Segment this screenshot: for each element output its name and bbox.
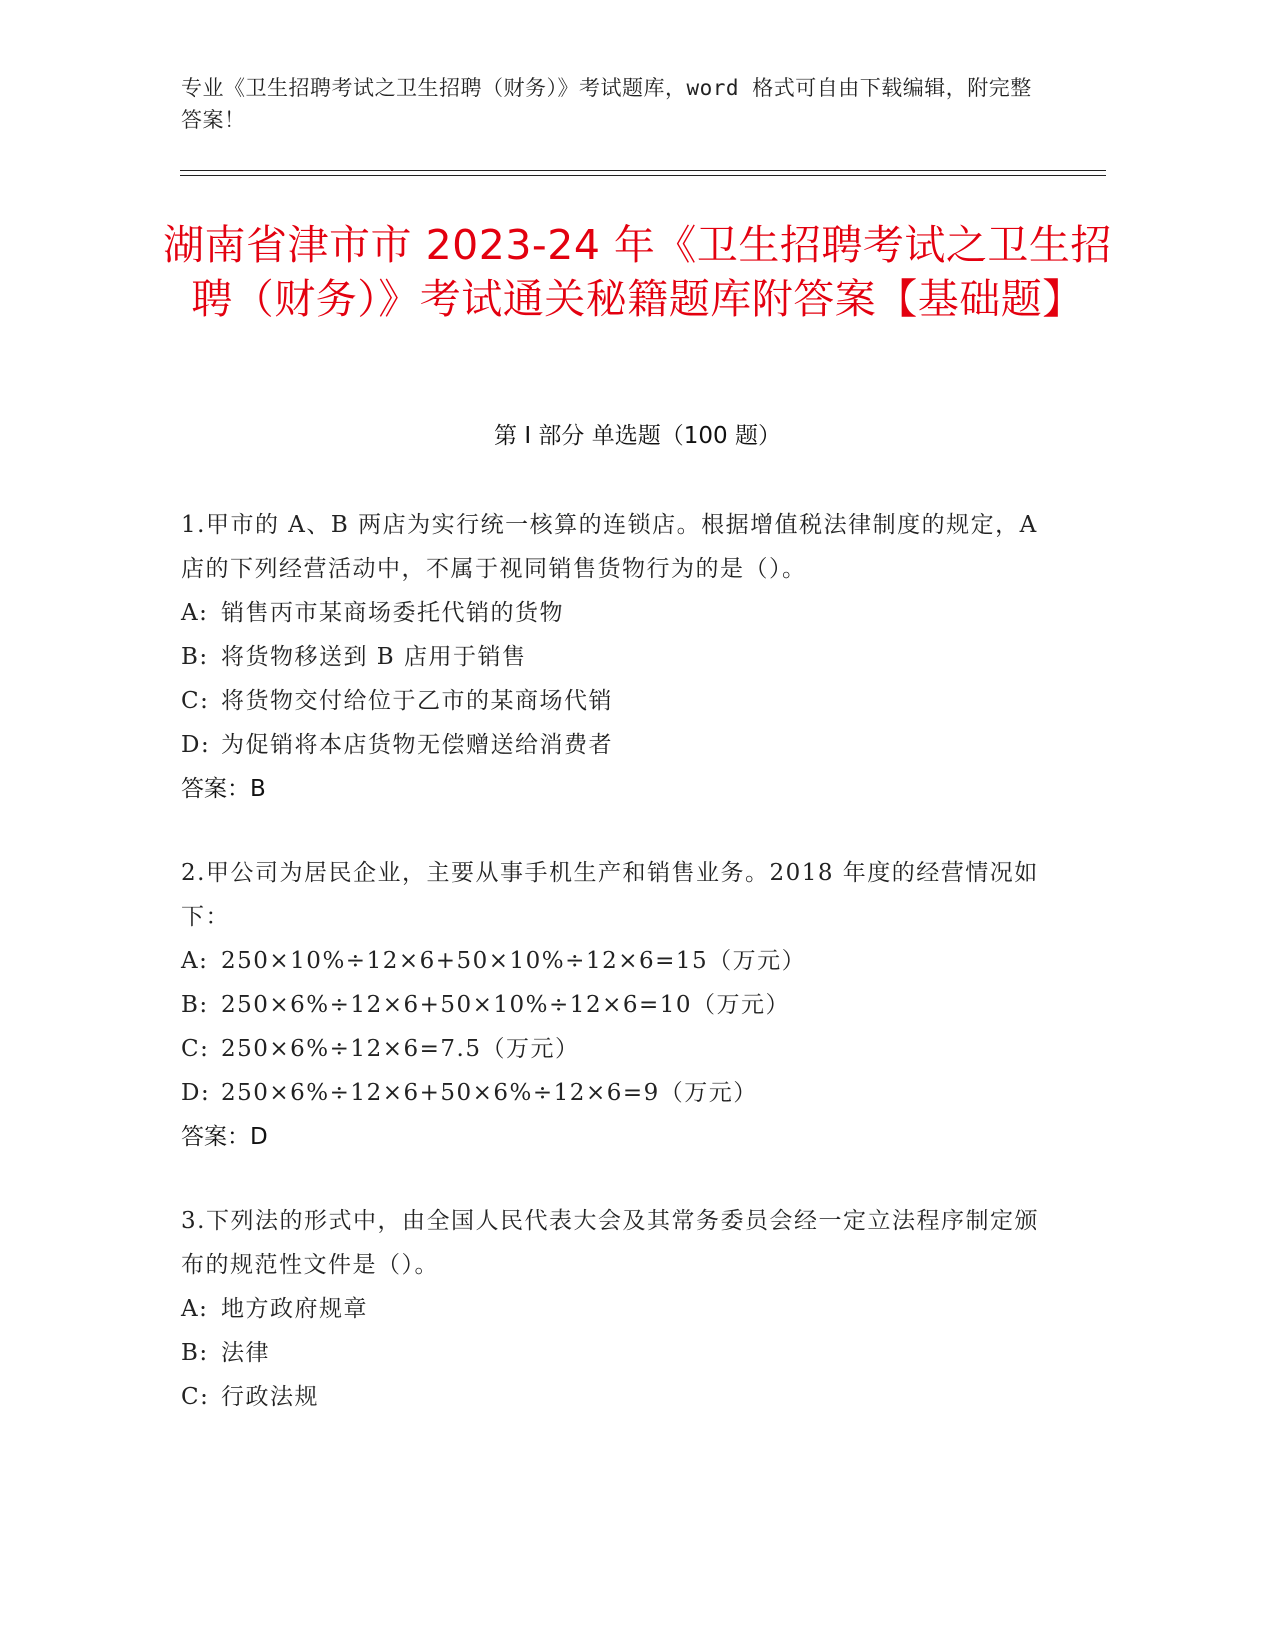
- option-key: A:: [181, 1296, 209, 1322]
- option-c: [181, 679, 1051, 723]
- header-divider-bottom: [180, 175, 1106, 176]
- option-d: [181, 1071, 1051, 1115]
- option-key: A:: [181, 948, 209, 974]
- option-key: D:: [181, 1080, 211, 1106]
- question-3: [181, 1199, 1051, 1419]
- option-text: 销售丙市某商场委托代销的货物: [221, 600, 564, 626]
- option-b: [181, 1331, 1051, 1375]
- option-text: 将货物交付给位于乙市的某商场代销: [221, 688, 613, 714]
- option-a: [181, 591, 1051, 635]
- option-key: B:: [181, 992, 209, 1018]
- option-c: [181, 1027, 1051, 1071]
- answer-line: 答案：D: [181, 1124, 268, 1150]
- option-a: [181, 1287, 1051, 1331]
- option-text: 250×10%÷12×6+50×10%÷12×6=15（万元）: [221, 948, 807, 974]
- option-d: [181, 723, 1051, 767]
- option-key: C:: [181, 1036, 210, 1062]
- option-text: 250×6%÷12×6+50×10%÷12×6=10（万元）: [221, 992, 791, 1018]
- option-c: [181, 1375, 1051, 1419]
- option-key: C:: [181, 688, 210, 714]
- question-stem: 1.甲市的 A、B 两店为实行统一核算的连锁店。根据增值税法律制度的规定，A 店的下列经营活动中，不属于视同销售货物行为的是（）。: [181, 512, 1038, 582]
- option-key: B:: [181, 644, 209, 670]
- question-stem: 3.下列法的形式中，由全国人民代表大会及其常务委员会经一定立法程序制定颁布的规范性文件是（）。: [181, 1208, 1039, 1278]
- option-text: 行政法规: [221, 1384, 319, 1410]
- header-divider-top: [180, 170, 1106, 171]
- option-b: [181, 983, 1051, 1027]
- option-text: 将货物移送到 B 店用于销售: [221, 644, 527, 670]
- question-stem: 2.甲公司为居民企业，主要从事手机生产和销售业务。2018 年度的经营情况如下：: [181, 860, 1039, 930]
- option-key: D:: [181, 732, 211, 758]
- option-a: [181, 939, 1051, 983]
- document-title: 湖南省津市市 2023-24 年《卫生招聘考试之卫生招聘（财务）》考试通关秘籍题库附答案【基础题】: [163, 221, 1112, 323]
- question-1: [181, 503, 1051, 811]
- option-key: B:: [181, 1340, 209, 1366]
- option-text: 250×6%÷12×6=7.5（万元）: [221, 1036, 580, 1062]
- option-text: 法律: [221, 1340, 270, 1366]
- option-text: 地方政府规章: [221, 1296, 368, 1322]
- answer-line: 答案：B: [181, 776, 266, 802]
- option-key: A:: [181, 600, 209, 626]
- option-text: 为促销将本店货物无偿赠送给消费者: [221, 732, 613, 758]
- question-2: [181, 851, 1051, 1159]
- option-key: C:: [181, 1384, 210, 1410]
- section-heading: 第 I 部分 单选题（100 题）: [494, 423, 781, 449]
- option-b: [181, 635, 1051, 679]
- option-text: 250×6%÷12×6+50×6%÷12×6=9（万元）: [221, 1080, 758, 1106]
- header-note: 专业《卫生招聘考试之卫生招聘（财务）》考试题库，word 格式可自由下载编辑，附完整答案！: [181, 76, 1032, 132]
